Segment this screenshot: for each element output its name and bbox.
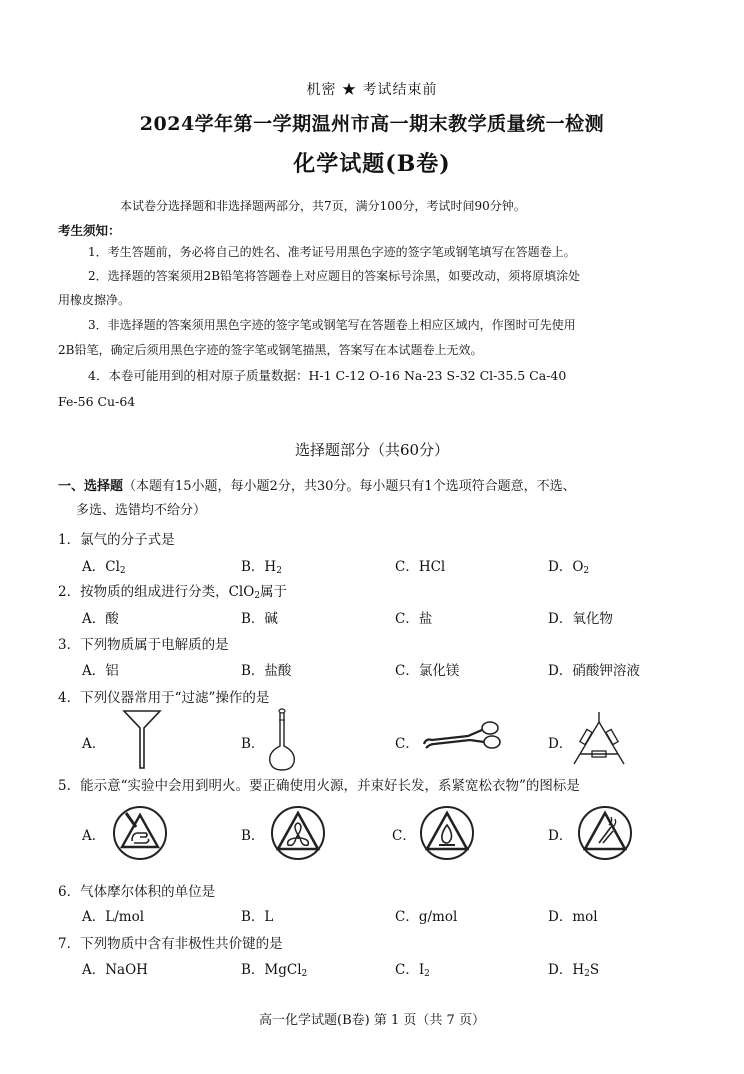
question-2-option-c[interactable]: C．盐 [395,611,433,627]
hot-surface-icon [577,805,633,865]
question-2-option-b[interactable]: B．碱 [241,611,278,627]
clay-triangle-icon [572,710,626,770]
question-1-option-b[interactable]: B．$H_2$ [241,559,282,576]
exhaust-fan-icon [270,805,326,865]
hand-safety-icon [112,805,168,865]
notice-item-2-line-2: 用橡皮擦净。 [58,293,131,307]
question-3-stem: 3．下列物质属于电解质的是 [58,637,229,653]
volumetric-flask-icon [264,706,300,776]
question-3-option-d[interactable]: D．硝酸钾溶液 [548,663,640,679]
question-5-option-b[interactable]: B． [241,828,265,844]
intro-text: 本试卷分选择题和非选择题两部分，共7页，满分100分，考试时间90分钟。 [120,199,526,213]
exam-subtitle: 化学试题(B卷) [293,151,451,177]
question-4-option-d[interactable]: D． [548,736,573,752]
funnel-icon [120,708,164,774]
question-4-option-a[interactable]: A． [82,736,106,752]
question-2-option-a[interactable]: A．酸 [82,611,119,627]
notice-item-3-line-1: 3．非选择题的答案须用黑色字迹的签字笔或钢笔写在答题卷上相应区域内，作图时可先使用 [88,318,576,332]
question-7-stem: 7．下列物质中含有非极性共价键的是 [58,936,283,952]
question-5-stem: 5．能示意“实验中会用到明火。要正确使用火源，并束好长发，系紧宽松衣物”的图标是 [58,778,580,794]
notice-item-4-line-2: Fe-56 Cu-64 [58,394,136,409]
question-1-option-c[interactable]: C．HCl [395,559,446,575]
question-5-option-a[interactable]: A． [82,828,106,844]
question-7-option-d[interactable]: D．$H_2S$ [548,962,600,979]
question-5-option-d[interactable]: D． [548,828,573,844]
notice-title: 考生须知： [58,223,121,238]
confidential-label: 机密 ★ 考试结束前 [306,82,438,98]
exam-title: 2024学年第一学期温州市高一期末教学质量统一检测 [139,113,605,135]
section-instructions [58,475,576,494]
question-4-option-c[interactable]: C． [395,736,419,752]
question-6-option-d[interactable]: D．mol [548,909,598,925]
notice-item-3-line-2: 2B铅笔，确定后须用黑色字迹的签字笔或钢笔描黑，答案写在本试题卷上无效。 [58,343,483,357]
question-1-option-d[interactable]: D．$O_2$ [548,559,590,576]
question-6-stem: 6．气体摩尔体积的单位是 [58,884,216,900]
section-rules: （本题有15小题，每小题2分，共30分。每小题只有1个选项符合题意，不选、 [123,479,576,494]
notice-item-1: 1．考生答题前，务必将自己的姓名、准考证号用黑色字迹的签字笔或钢笔填写在答题卷上。 [88,245,576,259]
question-3-option-c[interactable]: C．氯化镁 [395,663,460,679]
question-3-option-a[interactable]: A．铝 [82,663,119,679]
question-7-option-c[interactable]: C．$I_2$ [395,962,430,979]
section-title: 选择题部分（共60分） [294,441,450,459]
section-rules-continued: 多选、选错均不给分） [76,503,207,518]
question-7-option-a[interactable]: A．NaOH [82,962,148,978]
open-flame-icon [419,805,475,865]
section-heading: 一、选择题 [58,479,124,494]
notice-item-2-line-1: 2．选择题的答案须用2B铅笔将答题卷上对应题目的答案标号涂黑，如要改动，须将原填涂处 [88,269,581,283]
question-2-stem: 2．按物质的组成进行分类，ClO$_2$属于 [58,584,288,601]
question-1-option-a[interactable]: A．$Cl_2$ [82,559,126,576]
question-5-option-c[interactable]: C． [392,828,416,844]
question-6-option-c[interactable]: C．g/mol [395,909,458,925]
question-7-option-b[interactable]: B．MgCl$_2$ [241,962,308,979]
page-footer: 高一化学试题(B卷) 第 1 页（共 7 页） [259,1013,485,1028]
question-2-option-d[interactable]: D．氧化物 [548,611,613,627]
crucible-tongs-icon [420,718,506,756]
question-1-stem: 1．氯气的分子式是 [58,532,175,548]
question-3-option-b[interactable]: B．盐酸 [241,663,292,679]
question-6-option-a[interactable]: A．L/mol [82,909,145,925]
question-4-stem: 4．下列仪器常用于“过滤”操作的是 [58,690,270,706]
question-6-option-b[interactable]: B．L [241,909,274,925]
notice-item-4-line-1: 4．本卷可能用到的相对原子质量数据：H-1 C-12 O-16 Na-23 S-32 Cl-35.5 Ca-40 [88,368,567,383]
question-4-option-b[interactable]: B． [241,736,265,752]
